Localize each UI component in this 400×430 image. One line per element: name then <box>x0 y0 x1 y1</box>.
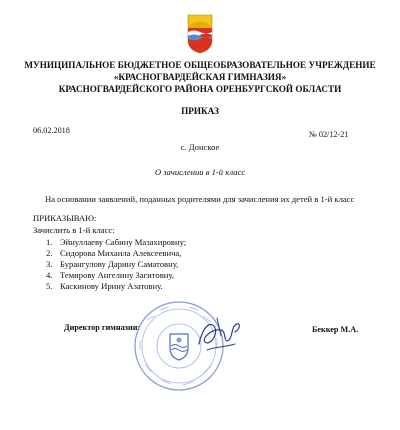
institution-name-line1: МУНИЦИПАЛЬНОЕ БЮДЖЕТНОЕ ОБЩЕОБРАЗОВАТЕЛЬНОЕ УЧРЕЖДЕНИЕ <box>24 60 376 70</box>
signatory-position: Директор гимназии: <box>64 323 141 332</box>
student-name: Каскинову Ирину Азатовну. <box>60 281 163 291</box>
student-number: 5. <box>46 281 53 291</box>
student-name: Эйнуллаеву Сабину Мазахировну; <box>60 237 187 247</box>
student-name: Бурангулову Дарину Саматовну, <box>60 259 179 269</box>
student-list-item <box>46 270 186 281</box>
basis-paragraph: На основании заявлений, поданных родителями для зачисления их детей в 1-й класс <box>45 194 355 204</box>
handwritten-signature <box>195 314 243 358</box>
document-type-title: ПРИКАЗ <box>181 106 219 116</box>
document-place: с. Донское <box>180 142 220 152</box>
document-subject: О зачислении в 1-й класс <box>154 167 246 177</box>
signatory-name: Беккер М.А. <box>312 325 359 334</box>
student-number: 4. <box>46 270 53 280</box>
order-word: ПРИКАЗЫВАЮ: <box>33 213 97 223</box>
student-list-item <box>46 259 186 270</box>
student-name: Темирову Ангелину Загитовну, <box>60 270 174 280</box>
document-number: № 02/12-21 <box>309 130 349 139</box>
student-number: 2. <box>46 248 53 258</box>
student-number: 1. <box>46 237 53 247</box>
student-list-item <box>46 237 186 248</box>
student-name: Сидорова Михаила Алексеевича, <box>60 248 182 258</box>
student-list-item <box>46 281 186 292</box>
institution-name-line3: КРАСНОГВАРДЕЙСКОГО РАЙОНА ОРЕНБУРГСКОЙ ОБЛАСТИ <box>58 84 342 94</box>
enroll-intro: Зачислить в 1-й класс: <box>33 225 115 235</box>
institution-name-line2: «КРАСНОГВАРДЕЙСКАЯ ГИМНАЗИЯ» <box>113 72 287 82</box>
student-list-item <box>46 248 186 259</box>
coat-of-arms-emblem <box>187 14 213 54</box>
student-list <box>46 237 186 292</box>
student-number: 3. <box>46 259 53 269</box>
document-date: 06.02.2018 <box>33 126 70 135</box>
